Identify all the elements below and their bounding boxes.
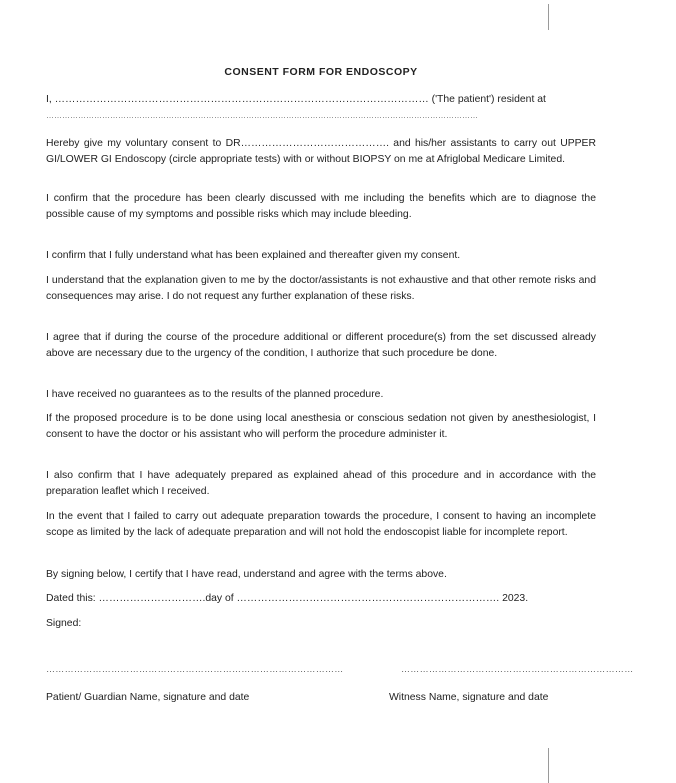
paragraph-not-exhaustive: I understand that the explanation given to me by the doctor/assistants is not exhaustive and that other remote risks and consequences may arise. I do not request any further explanation of these risks. (46, 275, 596, 302)
paragraph-preparation: I also confirm that I have adequately prepared as explained ahead of this procedure and in accordance with the preparation leaflet which I received. (46, 470, 596, 497)
patient-signature-line: …………………………………………………………………………………… (46, 664, 344, 674)
residence-line: ……………………………………………………………………………………………………………………………………………… (46, 111, 478, 120)
witness-signature-label: Witness Name, signature and date (389, 692, 549, 703)
paragraph-understand: I confirm that I fully understand what has been explained and thereafter given my consent. (46, 250, 461, 261)
paragraph-consent: Hereby give my voluntary consent to DR……………………………………. and his/her assistants to carry out UPPER GI/LOWER GI Endoscopy (circle appropriate tests) with or without BIOPSY on me at Afriglobal Medicare Limited. (46, 138, 596, 165)
paragraph-procedure-discussed: I confirm that the procedure has been clearly discussed with me including the benefits which are to diagnose the possible cause of my symptoms and possible risks which may include bleeding. (46, 193, 596, 220)
paragraph-certify: By signing below, I certify that I have read, understand and agree with the terms above. (46, 569, 447, 580)
paragraph-no-guarantees: I have received no guarantees as to the results of the planned procedure. (46, 389, 384, 400)
patient-signature-label: Patient/ Guardian Name, signature and date (46, 692, 250, 703)
paragraph-anesthesia: If the proposed procedure is to be done using local anesthesia or conscious sedation not given by anesthesiologist, I consent to have the doctor or his assistant who will perform the procedure administer it. (46, 413, 596, 440)
document-title: CONSENT FORM FOR ENDOSCOPY (224, 66, 418, 78)
page-edge-line-bottom (548, 748, 549, 783)
signed-label: Signed: (46, 618, 82, 629)
paragraph-incomplete-scope: In the event that I failed to carry out adequate preparation towards the procedure, I consent to having an incomplete scope as limited by the lack of adequate preparation and will not hold the endoscopist liable for incomplete report. (46, 511, 596, 538)
dated-line: Dated this: ………………………….day of …………………………………………………………………. 2023. (46, 593, 529, 604)
witness-signature-line: ………………………………………………………………… (401, 664, 634, 674)
patient-name-line: I, ……………………………………………………………………………………………… ('The patient') resident at (46, 94, 546, 105)
page-edge-line-top (548, 4, 549, 30)
paragraph-additional-procedure: I agree that if during the course of the procedure additional or different procedure(s) from the set discussed already above are necessary due to the urgency of the condition, I authorize that such procedure be done. (46, 332, 596, 359)
